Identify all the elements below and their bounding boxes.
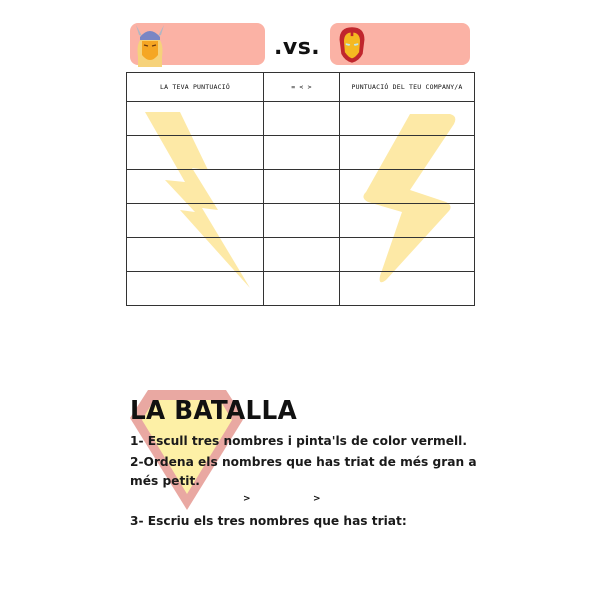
partner-score-cell[interactable]: [340, 170, 475, 204]
instruction-step-2-line-2: més petit.: [130, 474, 200, 488]
table-row: [127, 170, 475, 204]
instruction-step-2-line-1: 2-Ordena els nombres que has triat de més gran a: [130, 455, 477, 469]
your-score-cell[interactable]: [127, 136, 264, 170]
table-row: [127, 136, 475, 170]
greater-than-symbol: >: [313, 494, 321, 504]
player-card-left: [130, 23, 265, 65]
table-row: [127, 204, 475, 238]
comparison-cell[interactable]: [264, 272, 340, 306]
viking-warrior-icon: [132, 23, 168, 67]
table-row: [127, 238, 475, 272]
table-row: [127, 272, 475, 306]
instruction-step-3: 3- Escriu els tres nombres que has triat:: [130, 514, 407, 528]
comparison-cell[interactable]: [264, 136, 340, 170]
your-score-cell[interactable]: [127, 170, 264, 204]
player-card-right: [330, 23, 470, 65]
column-header-comparison: = < >: [264, 73, 340, 102]
comparison-cell[interactable]: [264, 204, 340, 238]
column-header-partner-score: PUNTUACIÓ DEL TEU COMPANY/A: [340, 73, 475, 102]
your-score-cell[interactable]: [127, 102, 264, 136]
your-score-cell[interactable]: [127, 272, 264, 306]
your-score-cell[interactable]: [127, 204, 264, 238]
partner-score-cell[interactable]: [340, 136, 475, 170]
comparison-cell[interactable]: [264, 170, 340, 204]
iron-man-icon: [336, 25, 368, 65]
instruction-step-1: 1- Escull tres nombres i pinta'ls de color vermell.: [130, 434, 467, 448]
partner-score-cell[interactable]: [340, 204, 475, 238]
partner-score-cell[interactable]: [340, 102, 475, 136]
your-score-cell[interactable]: [127, 238, 264, 272]
partner-score-cell[interactable]: [340, 272, 475, 306]
section-title: LA BATALLA: [130, 396, 297, 426]
comparison-cell[interactable]: [264, 102, 340, 136]
comparison-cell[interactable]: [264, 238, 340, 272]
partner-score-cell[interactable]: [340, 238, 475, 272]
versus-label: .vs.: [274, 35, 321, 60]
table-header-row: [127, 73, 475, 102]
greater-than-symbol: >: [243, 494, 251, 504]
column-header-your-score: LA TEVA PUNTUACIÓ: [127, 73, 264, 102]
score-table: [126, 72, 475, 306]
table-row: [127, 102, 475, 136]
